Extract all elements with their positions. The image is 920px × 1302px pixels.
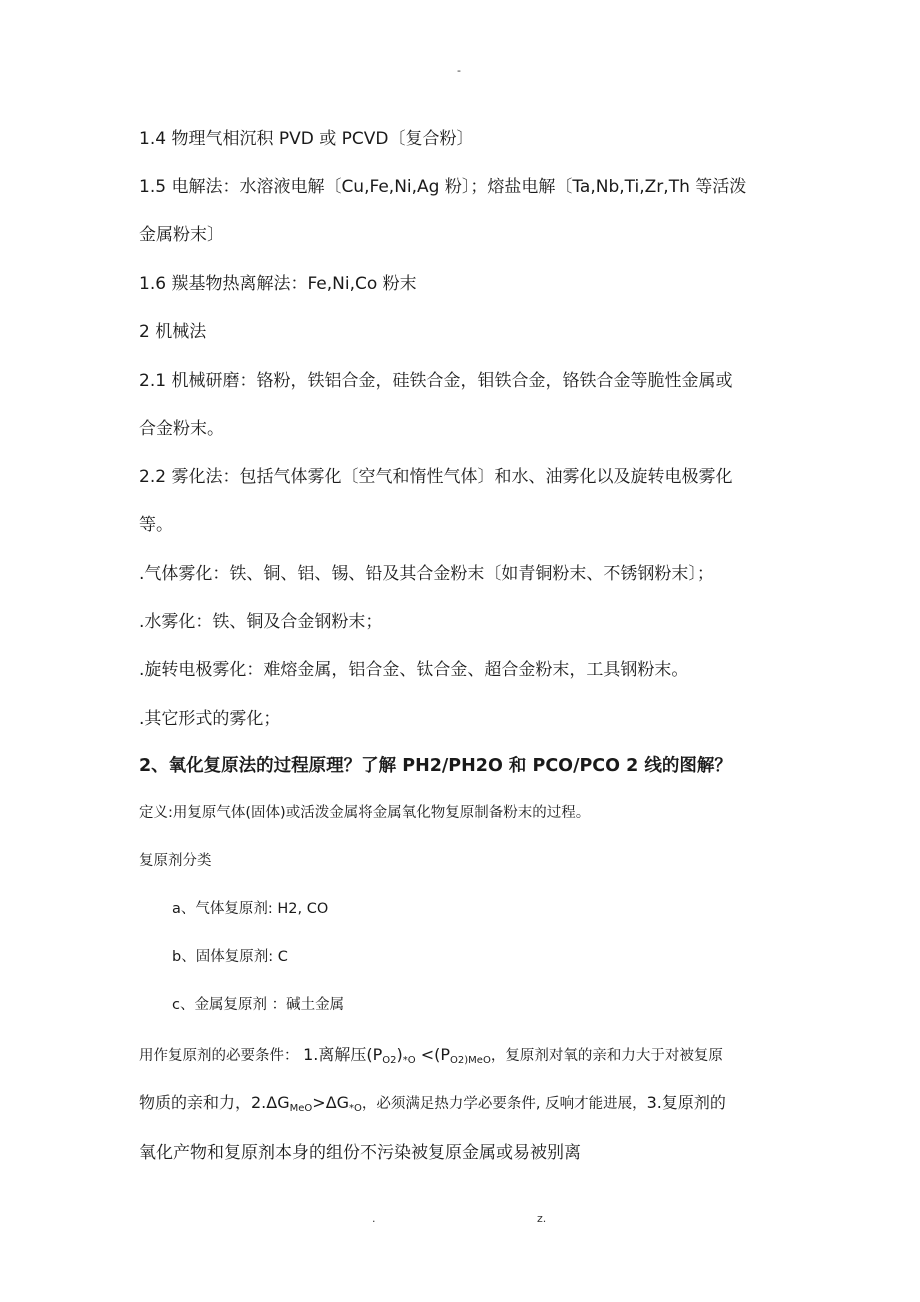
conditions-line-3: 氧化产物和复原剂本身的组份不污染被复原金属或易被别离 xyxy=(139,1143,581,1163)
line-2-1: 2.1 机械研磨：铬粉，铁铝合金，硅铁合金，钼铁合金，铬铁合金等脆性金属或 xyxy=(139,371,733,391)
line-1-5-cont: 金属粉末〕 xyxy=(139,225,224,245)
category-a: a、气体复原剂: H2, CO xyxy=(172,901,329,917)
line-1-4: 1.4 物理气相沉积 PVD 或 PCVD〔复合粉〕 xyxy=(139,129,474,149)
conditions-line-2: 物质的亲和力，$2.\Delta G_{MeO}>\Delta G_{*O}$，必须满足热力学必要条件, 反响才能进展，3.复原剂的 xyxy=(139,1093,726,1114)
conditions-line-1 xyxy=(139,1042,723,1066)
header-marker: - xyxy=(457,64,461,77)
definition-text: 定义:用复原气体(固体)或活泼金属将金属氧化物复原制备粉末的过程。 xyxy=(139,805,591,821)
category-b: b、固体复原剂: C xyxy=(172,949,288,965)
line-water-atomization: .水雾化：铁、铜及合金钢粉末； xyxy=(139,612,383,632)
footer-right: z. xyxy=(537,1212,547,1225)
section-2-title: 2 机械法 xyxy=(139,322,207,342)
line-other-atomization: .其它形式的雾化； xyxy=(139,709,281,729)
category-title: 复原剂分类 xyxy=(139,853,212,869)
line-1-5: 1.5 电解法：水溶液电解〔Cu,Fe,Ni,Ag 粉〕；熔盐电解〔Ta,Nb,Ti,Zr,Th 等活泼 xyxy=(139,177,747,197)
category-c: c、金属复原剂 ：碱土金属 xyxy=(172,997,345,1013)
line-2-2-cont: 等。 xyxy=(139,515,173,535)
footer-left: . xyxy=(372,1212,376,1225)
line-2-2: 2.2 雾化法：包括气体雾化〔空气和惰性气体〕和水、油雾化以及旋转电极雾化 xyxy=(139,467,733,487)
line-1-6: 1.6 羰基物热离解法：Fe,Ni,Co 粉末 xyxy=(139,274,417,294)
condition-1-text: ，复原剂对氧的亲和力大于对被复原 xyxy=(490,1048,723,1064)
question-heading: 2、氧化复原法的过程原理？了解 PH2/PH2O 和 PCO/PCO 2 线的图解？ xyxy=(139,756,732,776)
line-gas-atomization: .气体雾化：铁、铜、铝、锡、铅及其合金粉末〔如青铜粉末、不锈钢粉末〕； xyxy=(139,564,714,584)
line-rotating-electrode: .旋转电极雾化：难熔金属，铝合金、钛合金、超合金粉末，工具钢粉末。 xyxy=(139,660,689,680)
line-2-1-cont: 合金粉末。 xyxy=(139,419,224,439)
conditions-lead: 用作复原剂的必要条件： xyxy=(139,1048,299,1064)
condition-1-formula: 1.离解压$(P_{O2})_{*O} <(P_{O2)MeO}$ xyxy=(303,1045,491,1066)
